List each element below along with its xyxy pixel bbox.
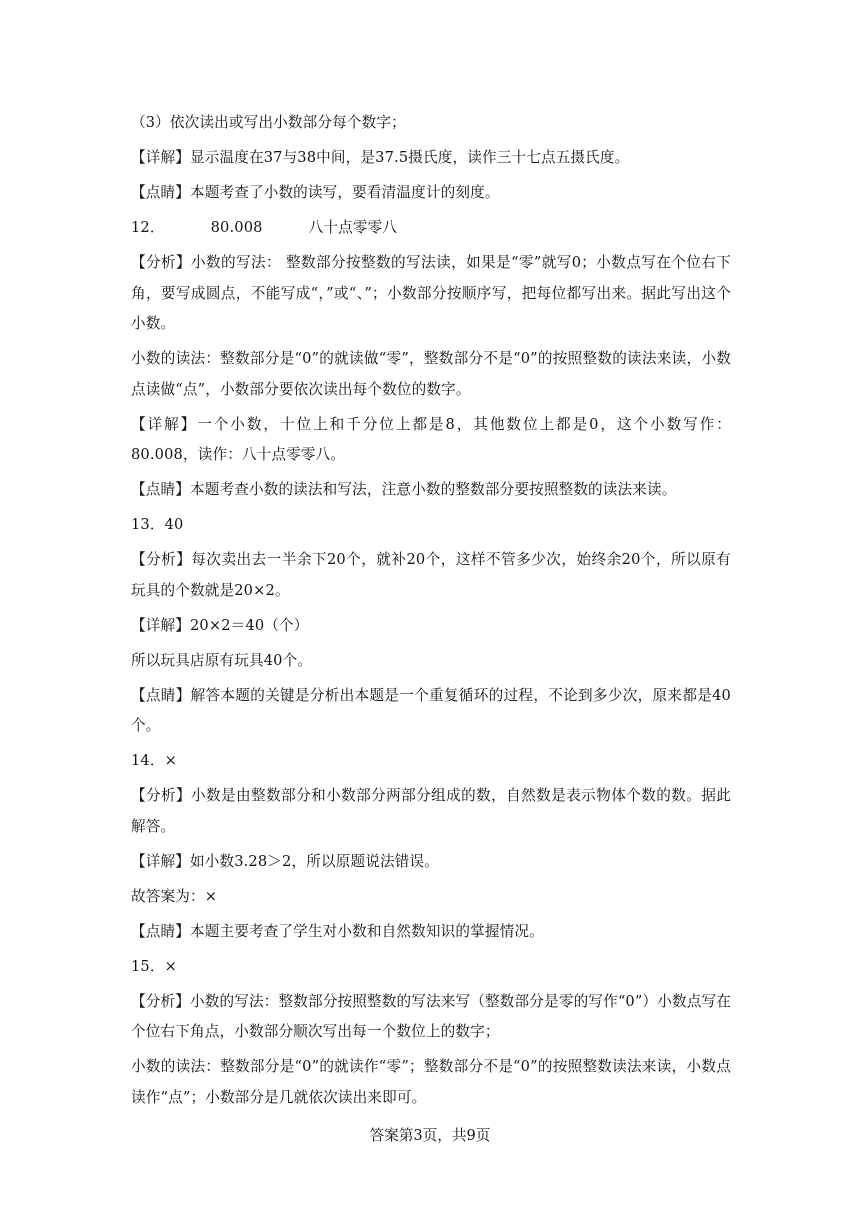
q12-answer-written: 80.008 [210, 219, 263, 236]
q14-detail: 【详解】如小数3.28＞2，所以原题说法错误。 [131, 852, 439, 870]
q12-detail: 【详解】一个小数，十位上和千分位上都是8，其他数位上都是0，这个小数写作：80.008，读作：八十点零零八。 [131, 415, 731, 463]
page-footer: 答案第3页，共9页 [369, 1127, 491, 1144]
q12-number: 12． [131, 219, 165, 236]
q13-conclusion: 所以玩具店原有玩具40个。 [131, 651, 313, 669]
q13-detail: 【详解】20×2＝40（个） [131, 616, 309, 634]
q15-analysis-reading: 小数的读法：整数部分是“0”的就读作“零”；整数部分不是“0”的按照整数读法来读，小数点读作“点”；小数部分是几就依次读出来即可。 [131, 1058, 731, 1106]
q11-comment: 【点睛】本题考查了小数的读写，要看清温度计的刻度。 [131, 184, 500, 201]
q12-comment: 【点睛】本题考查小数的读法和写法，注意小数的整数部分要按照整数的读法来读。 [131, 481, 677, 498]
q12-analysis-writing: 【分析】小数的写法： 整数部分按整数的写法读，如果是“零”就写0；小数点写在个位右下角，要写成圆点，不能写成“，”或“、”；小数部分按顺序写，把每位都写出来。据此写出这个小数。 [131, 254, 731, 332]
q12-answer-line [131, 213, 731, 244]
q12-answer-read: 八十点零零八 [308, 219, 398, 236]
reading-rule-step3: （3）依次读出或写出小数部分每个数字； [131, 114, 406, 131]
q12-analysis-reading: 小数的读法：整数部分是“0”的就读做“零”，整数部分不是“0”的按照整数的读法来读，小数点读做“点”，小数部分要依次读出每个数位的数字。 [131, 350, 731, 398]
q15-analysis-writing: 【分析】小数的写法：整数部分按照整数的写法来写（整数部分是零的写作“0”）小数点写在个位右下角点，小数部分顺次写出每一个数位上的数字； [131, 992, 731, 1040]
q13-analysis: 【分析】每次卖出去一半余下20个，就补20个，这样不管多少次，始终余20个，所以原有玩具的个数就是20×2。 [131, 551, 731, 599]
q13-comment: 【点睛】解答本题的关键是分析出本题是一个重复循环的过程，不论到多少次，原来都是40个。 [131, 686, 731, 734]
q14-header: 14．× [131, 752, 177, 769]
q14-answer: 故答案为：× [131, 887, 218, 905]
q11-detail: 【详解】显示温度在37与38中间，是37.5摄氏度，读作三十七点五摄氏度。 [131, 149, 630, 166]
q13-header: 13．40 [131, 516, 184, 533]
q14-comment: 【点睛】本题主要考查了学生对小数和自然数知识的掌握情况。 [131, 922, 544, 940]
q14-analysis: 【分析】小数是由整数部分和小数部分两部分组成的数，自然数是表示物体个数的数。据此解答。 [131, 787, 731, 835]
answer-content [131, 108, 731, 1118]
q15-header: 15．× [131, 957, 177, 975]
